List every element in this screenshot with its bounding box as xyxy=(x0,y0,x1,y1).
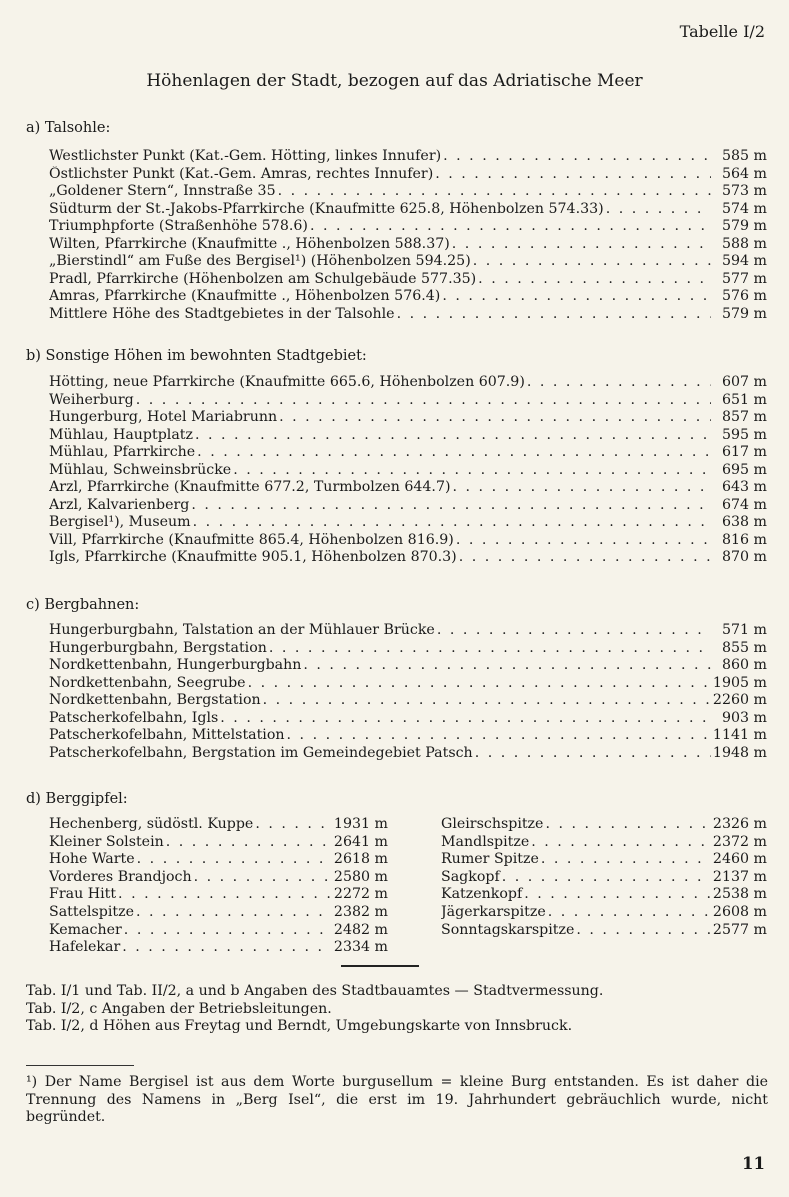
row-value: 674 m xyxy=(721,496,767,513)
dot-leader xyxy=(574,922,711,940)
row-label: Sagkopf xyxy=(441,868,500,885)
footnote-rule xyxy=(26,1065,134,1066)
table-row xyxy=(49,462,767,480)
row-value: 574 m xyxy=(721,200,767,217)
row-value: 857 m xyxy=(721,409,767,425)
row-label: Sonntagskarspitze xyxy=(441,921,575,938)
row-label: Wilten, Pfarrkirche (Knaufmitte ., Höhenbolzen 588.37) xyxy=(49,235,450,252)
row-value: 564 m xyxy=(721,165,767,182)
dot-leader xyxy=(500,869,711,887)
row-label: Westlichster Punkt (Kat.-Gem. Hötting, linkes Innufer) xyxy=(49,148,442,164)
table-row xyxy=(49,834,388,852)
dot-leader xyxy=(192,869,332,887)
section-d-left-list xyxy=(49,816,388,957)
row-label: Arzl, Pfarrkirche (Knaufmitte 677.2, Turmbolzen 644.7) xyxy=(49,479,451,495)
row-value: 643 m xyxy=(721,479,767,495)
row-label: Hohe Warte xyxy=(49,851,135,868)
table-row xyxy=(441,886,767,904)
row-value: 1905 m xyxy=(712,674,767,691)
table-row xyxy=(49,166,767,184)
separator-rule xyxy=(341,965,419,967)
row-value: 2272 m xyxy=(333,886,388,903)
table-row xyxy=(49,675,767,693)
table-row xyxy=(49,851,388,869)
row-label: Mühlau, Pfarrkirche xyxy=(49,444,196,460)
dot-leader xyxy=(193,427,711,445)
row-label: Patscherkofelbahn, Igls xyxy=(49,709,219,726)
table-row xyxy=(49,253,767,271)
row-value: 2334 m xyxy=(333,939,388,956)
table-row xyxy=(49,236,767,254)
dot-leader xyxy=(195,444,711,462)
row-label: Weiherburg xyxy=(49,391,134,408)
footnote: ¹) Der Name Bergisel ist aus dem Worte burgusellum = kleine Burg entstanden. Es ist daher die Trennung des Namens in „Berg Isel“, die erst im 19. Jahrhundert gebräuchlich wurde, nicht begründet. xyxy=(26,1074,768,1126)
table-row xyxy=(49,532,767,550)
row-value: 579 m xyxy=(721,305,767,322)
row-value: 2618 m xyxy=(333,851,388,868)
source-notes xyxy=(26,983,603,1036)
source-note: Tab. I/2, d Höhen aus Freytag und Berndt, Umgebungskarte von Innsbruck. xyxy=(26,1018,573,1034)
row-label: Mühlau, Schweinsbrücke xyxy=(49,461,232,478)
row-label: „Goldener Stern“, Innstraße 35 xyxy=(49,183,276,199)
dot-leader xyxy=(277,409,711,427)
row-label: Hungerburg, Hotel Mariabrunn xyxy=(49,409,278,425)
table-row xyxy=(49,148,767,166)
row-label: Vorderes Brandjoch xyxy=(49,868,192,885)
row-label: Patscherkofelbahn, Bergstation im Gemeindegebiet Patsch xyxy=(49,744,473,761)
row-label: Arzl, Kalvarienberg xyxy=(49,496,190,513)
row-label: Hungerburgbahn, Talstation an der Mühlauer Brücke xyxy=(49,622,435,638)
dot-leader xyxy=(301,657,711,675)
section-heading-a: a) Talsohle: xyxy=(26,120,111,136)
row-label: Hafelekar xyxy=(49,939,121,956)
row-label: Kleiner Solstein xyxy=(49,833,164,850)
row-value: 595 m xyxy=(721,426,767,443)
row-label: Jägerkarspitze xyxy=(441,903,546,920)
dot-leader xyxy=(433,166,711,184)
section-d-right-list xyxy=(441,816,767,939)
section-b-list xyxy=(49,374,767,567)
dot-leader xyxy=(522,886,711,904)
row-value: 2608 m xyxy=(712,903,767,920)
row-label: Mittlere Höhe des Stadtgebietes in der Talsohle xyxy=(49,305,395,322)
dot-leader xyxy=(134,904,332,922)
row-label: Bergisel¹), Museum xyxy=(49,514,191,530)
table-row xyxy=(49,183,767,201)
row-label: Hötting, neue Pfarrkirche (Knaufmitte 665.6, Höhenbolzen 607.9) xyxy=(49,374,525,390)
dot-leader xyxy=(543,816,711,834)
table-row xyxy=(49,497,767,515)
dot-leader xyxy=(276,183,711,201)
table-row xyxy=(49,622,767,640)
row-value: 571 m xyxy=(721,622,767,638)
row-label: Sattelspitze xyxy=(49,903,134,920)
row-label: Nordkettenbahn, Seegrube xyxy=(49,674,246,691)
row-value: 855 m xyxy=(721,639,767,656)
table-row xyxy=(441,904,767,922)
row-value: 576 m xyxy=(721,288,767,304)
row-label: „Bierstindl“ am Fuße des Bergisel¹) (Höhenbolzen 594.25) xyxy=(49,253,471,269)
dot-leader xyxy=(191,514,711,532)
dot-leader xyxy=(116,886,332,904)
table-row xyxy=(49,201,767,219)
table-row xyxy=(49,218,767,236)
row-label: Pradl, Pfarrkirche (Höhenbolzen am Schulgebäude 577.35) xyxy=(49,270,477,287)
table-row xyxy=(49,409,767,427)
dot-leader xyxy=(604,201,711,219)
table-row xyxy=(49,692,767,710)
dot-leader xyxy=(435,622,711,640)
row-value: 617 m xyxy=(721,444,767,460)
row-label: Frau Hitt xyxy=(49,886,117,903)
section-c-list xyxy=(49,622,767,762)
dot-leader xyxy=(471,253,711,271)
dot-leader xyxy=(120,939,332,957)
row-label: Kemacher xyxy=(49,921,122,938)
table-row xyxy=(441,869,767,887)
row-value: 2580 m xyxy=(333,868,388,885)
dot-leader xyxy=(525,374,711,392)
row-value: 579 m xyxy=(721,218,767,234)
row-label: Vill, Pfarrkirche (Knaufmitte 865.4, Höhenbolzen 816.9) xyxy=(49,531,454,548)
row-value: 2137 m xyxy=(712,868,767,885)
table-row xyxy=(49,816,388,834)
section-heading-c: c) Bergbahnen: xyxy=(26,597,140,613)
dot-leader xyxy=(189,497,711,515)
table-row xyxy=(49,922,388,940)
row-label: Patscherkofelbahn, Mittelstation xyxy=(49,727,285,743)
dot-leader xyxy=(261,692,711,710)
table-row xyxy=(441,922,767,940)
row-value: 588 m xyxy=(721,235,767,252)
row-value: 638 m xyxy=(721,514,767,530)
table-row xyxy=(49,392,767,410)
row-value: 816 m xyxy=(721,531,767,548)
table-row xyxy=(441,834,767,852)
table-row xyxy=(49,514,767,532)
row-value: 607 m xyxy=(721,374,767,390)
row-value: 1141 m xyxy=(712,727,767,743)
dot-leader xyxy=(308,218,711,236)
row-value: 2382 m xyxy=(333,903,388,920)
section-heading-d: d) Berggipfel: xyxy=(26,791,128,807)
dot-leader xyxy=(285,727,711,745)
table-row xyxy=(49,271,767,289)
dot-leader xyxy=(267,640,711,658)
row-label: Nordkettenbahn, Bergstation xyxy=(49,692,261,708)
row-label: Hungerburgbahn, Bergstation xyxy=(49,639,267,656)
table-row xyxy=(49,374,767,392)
row-value: 2460 m xyxy=(712,851,767,868)
page-title: Höhenlagen der Stadt, bezogen auf das Adriatische Meer xyxy=(146,71,643,91)
dot-leader xyxy=(440,288,711,306)
row-value: 870 m xyxy=(721,549,767,565)
dot-leader xyxy=(231,462,711,480)
dot-leader xyxy=(441,148,711,166)
row-value: 2326 m xyxy=(712,816,767,832)
row-label: Östlichster Punkt (Kat.-Gem. Amras, rechtes Innufer) xyxy=(49,165,434,182)
row-value: 2372 m xyxy=(712,833,767,850)
row-value: 1948 m xyxy=(712,744,767,761)
row-label: Hechenberg, südöstl. Kuppe xyxy=(49,816,254,832)
section-heading-b: b) Sonstige Höhen im bewohnten Stadtgebiet: xyxy=(26,348,367,364)
dot-leader xyxy=(135,851,332,869)
table-row xyxy=(49,904,388,922)
row-value: 860 m xyxy=(721,657,767,673)
table-row xyxy=(49,288,767,306)
dot-leader xyxy=(134,392,711,410)
dot-leader xyxy=(457,549,711,567)
row-label: Südturm der St.-Jakobs-Pfarrkirche (Knaufmitte 625.8, Höhenbolzen 574.33) xyxy=(49,200,604,217)
dot-leader xyxy=(546,904,711,922)
table-row xyxy=(49,869,388,887)
table-row xyxy=(49,745,767,763)
row-label: Amras, Pfarrkirche (Knaufmitte ., Höhenbolzen 576.4) xyxy=(49,288,441,304)
row-value: 695 m xyxy=(721,461,767,478)
row-label: Gleirschspitze xyxy=(441,816,544,832)
table-row xyxy=(49,479,767,497)
row-label: Mandlspitze xyxy=(441,833,530,850)
dot-leader xyxy=(218,710,711,728)
row-value: 2260 m xyxy=(712,692,767,708)
table-row xyxy=(441,851,767,869)
row-label: Triumphpforte (Straßenhöhe 578.6) xyxy=(49,218,308,234)
dot-leader xyxy=(164,834,332,852)
dot-leader xyxy=(529,834,711,852)
table-row xyxy=(49,886,388,904)
dot-leader xyxy=(451,479,711,497)
row-value: 585 m xyxy=(721,148,767,164)
table-row xyxy=(49,640,767,658)
row-value: 573 m xyxy=(721,183,767,199)
row-value: 2577 m xyxy=(712,921,767,938)
table-row xyxy=(49,427,767,445)
dot-leader xyxy=(395,306,711,324)
table-row xyxy=(49,549,767,567)
dot-leader xyxy=(539,851,711,869)
table-row xyxy=(49,306,767,324)
row-value: 2641 m xyxy=(333,833,388,850)
row-label: Katzenkopf xyxy=(441,886,523,903)
row-label: Rumer Spitze xyxy=(441,851,539,868)
row-value: 903 m xyxy=(721,709,767,726)
dot-leader xyxy=(253,816,332,834)
table-row xyxy=(49,657,767,675)
row-label: Igls, Pfarrkirche (Knaufmitte 905.1, Höhenbolzen 870.3) xyxy=(49,549,457,565)
row-value: 577 m xyxy=(721,270,767,287)
dot-leader xyxy=(454,532,711,550)
section-a-list xyxy=(49,148,767,323)
row-label: Nordkettenbahn, Hungerburgbahn xyxy=(49,657,302,673)
table-row xyxy=(49,939,388,957)
row-value: 594 m xyxy=(721,253,767,269)
dot-leader xyxy=(473,745,711,763)
row-value: 2538 m xyxy=(712,886,767,903)
dot-leader xyxy=(450,236,711,254)
row-label: Mühlau, Hauptplatz xyxy=(49,426,193,443)
dot-leader xyxy=(122,922,332,940)
row-value: 2482 m xyxy=(333,921,388,938)
row-value: 1931 m xyxy=(333,816,388,832)
table-number: Tabelle I/2 xyxy=(679,22,765,41)
dot-leader xyxy=(246,675,711,693)
table-row xyxy=(441,816,767,834)
source-note: Tab. I/2, c Angaben der Betriebsleitungen. xyxy=(26,1000,332,1017)
dot-leader xyxy=(476,271,711,289)
source-note: Tab. I/1 und Tab. II/2, a und b Angaben des Stadtbauamtes — Stadtvermessung. xyxy=(26,983,604,999)
row-value: 651 m xyxy=(721,391,767,408)
table-row xyxy=(49,444,767,462)
table-row xyxy=(49,727,767,745)
table-row xyxy=(49,710,767,728)
page-number: 11 xyxy=(742,1154,765,1173)
